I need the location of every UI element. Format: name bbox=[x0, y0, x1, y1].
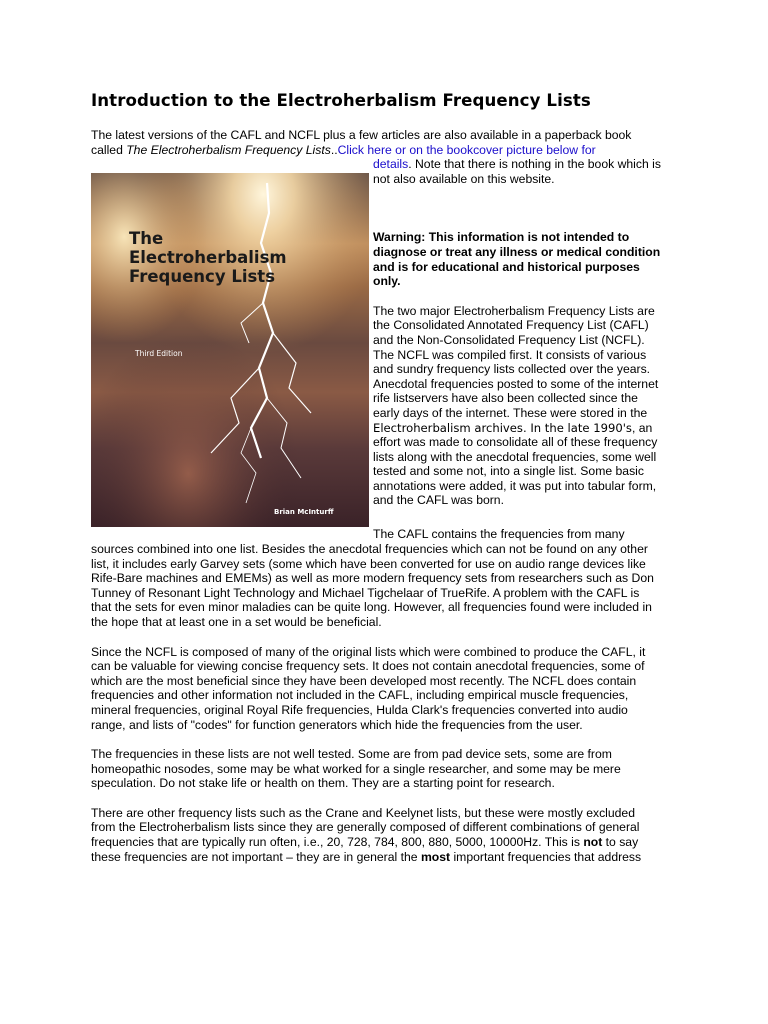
cover-title-line: Electroherbalism bbox=[129, 248, 287, 268]
intro-called: called bbox=[91, 142, 127, 157]
emphasis-most: most bbox=[420, 849, 451, 864]
emphasis-not: not bbox=[583, 835, 603, 850]
archives-reference: Electroherbalism archives. In the late 1990's bbox=[373, 420, 632, 435]
cover-edition: Third Edition bbox=[135, 349, 183, 359]
book-cover-image[interactable] bbox=[91, 173, 369, 527]
right-column bbox=[373, 230, 661, 523]
paragraph-other-lists bbox=[91, 806, 661, 864]
intro-after-link: . Note that there is nothing in the book which is not also available on this website. bbox=[373, 157, 661, 186]
intro-dots: .. bbox=[330, 142, 338, 157]
para-text: , an effort was made to consolidate all of these frequency lists along with the anecdotal frequencies, some well tested and some not, into a single list. Some basic annotations were added, it was put into tabular form, and the CAFL was born. bbox=[373, 420, 658, 508]
page-title: Introduction to the Electroherbalism Frequency Lists bbox=[91, 91, 591, 110]
article-body bbox=[91, 128, 661, 864]
intro-line: The latest versions of the CAFL and NCFL plus a few articles are also available in a paperback book bbox=[91, 128, 632, 142]
para-text: The two major Electroherbalism Frequency Lists are the Consolidated Annotated Frequency List (CAFL) and the Non-Consolidated Frequency List (NCFL). The NCFL was compiled first. It consists of various and sundry frequency lists collected over the years. Anecdotal frequencies posted to some of the internet rife listservers have also been collected since the early days of the internet. These were stored in the bbox=[373, 303, 659, 420]
paragraph-cafl: The CAFL contains the frequencies from many sources combined into one list. Besides the anecdotal frequencies which can not be found on any other list, it includes early Garvey sets (some which have been converted for use on audio range devices like Rife-Bare machines and EMEMs) as well as more modern frequency sets from researchers such as Don Tunney of Resonant Light Technology and Michael Tigchelaar of TrueRife. A problem with the CAFL is that the sets for even minor maladies can be quite long. However, all frequencies found were included in the hope that at least one in a set would be beneficial. bbox=[91, 527, 654, 629]
cover-title bbox=[129, 229, 287, 286]
cover-title-line: Frequency Lists bbox=[129, 267, 276, 287]
details-line bbox=[373, 157, 661, 186]
cover-author: Brian McInturff bbox=[274, 508, 334, 517]
para-text: to say these frequencies are not important – they are in general the bbox=[91, 835, 639, 864]
paragraph-lists-overview bbox=[373, 304, 661, 508]
book-title: The Electroherbalism Frequency Lists bbox=[126, 142, 331, 157]
warning-paragraph: Warning: This information is not intended to diagnose or treat any illness or medical condition and is for educational and historical purposes only. bbox=[373, 230, 661, 289]
paragraph-testing: The frequencies in these lists are not well tested. Some are from pad device sets, some are from homeopathic nosodes, some may be what worked for a single researcher, and some may be mere speculation. Do not stake life or health on them. They are a starting point for research. bbox=[91, 747, 621, 791]
storm-background bbox=[91, 173, 369, 527]
para-text: important frequencies that address bbox=[450, 849, 642, 864]
cover-title-line: The bbox=[129, 229, 164, 249]
paragraph-ncfl: Since the NCFL is composed of many of the original lists which were combined to produce the CAFL, it can be valuable for viewing concise frequency sets. It does not contain anecdotal frequencies, some of which are the most beneficial since they have been developed most recently. The NCFL does contain frequencies and other information not included in the CAFL, including empirical muscle frequencies, mineral frequencies, original Royal Rife frequencies, Hulda Clark's frequencies converted into audio range, and lists of "codes" for function generators which hide the frequencies from the user. bbox=[91, 644, 646, 732]
para-text: There are other frequency lists such as the Crane and Keelynet lists, but these were mostly excluded from the Electroherbalism lists since they are generally composed of different combinations of general frequencies that are typically run often, i.e., 20, 728, 784, 800, 880, 5000, 10000Hz. This is bbox=[91, 805, 640, 850]
details-link[interactable]: details bbox=[373, 157, 409, 172]
bookcover-link[interactable]: Click here or on the bookcover picture below for bbox=[337, 142, 596, 157]
